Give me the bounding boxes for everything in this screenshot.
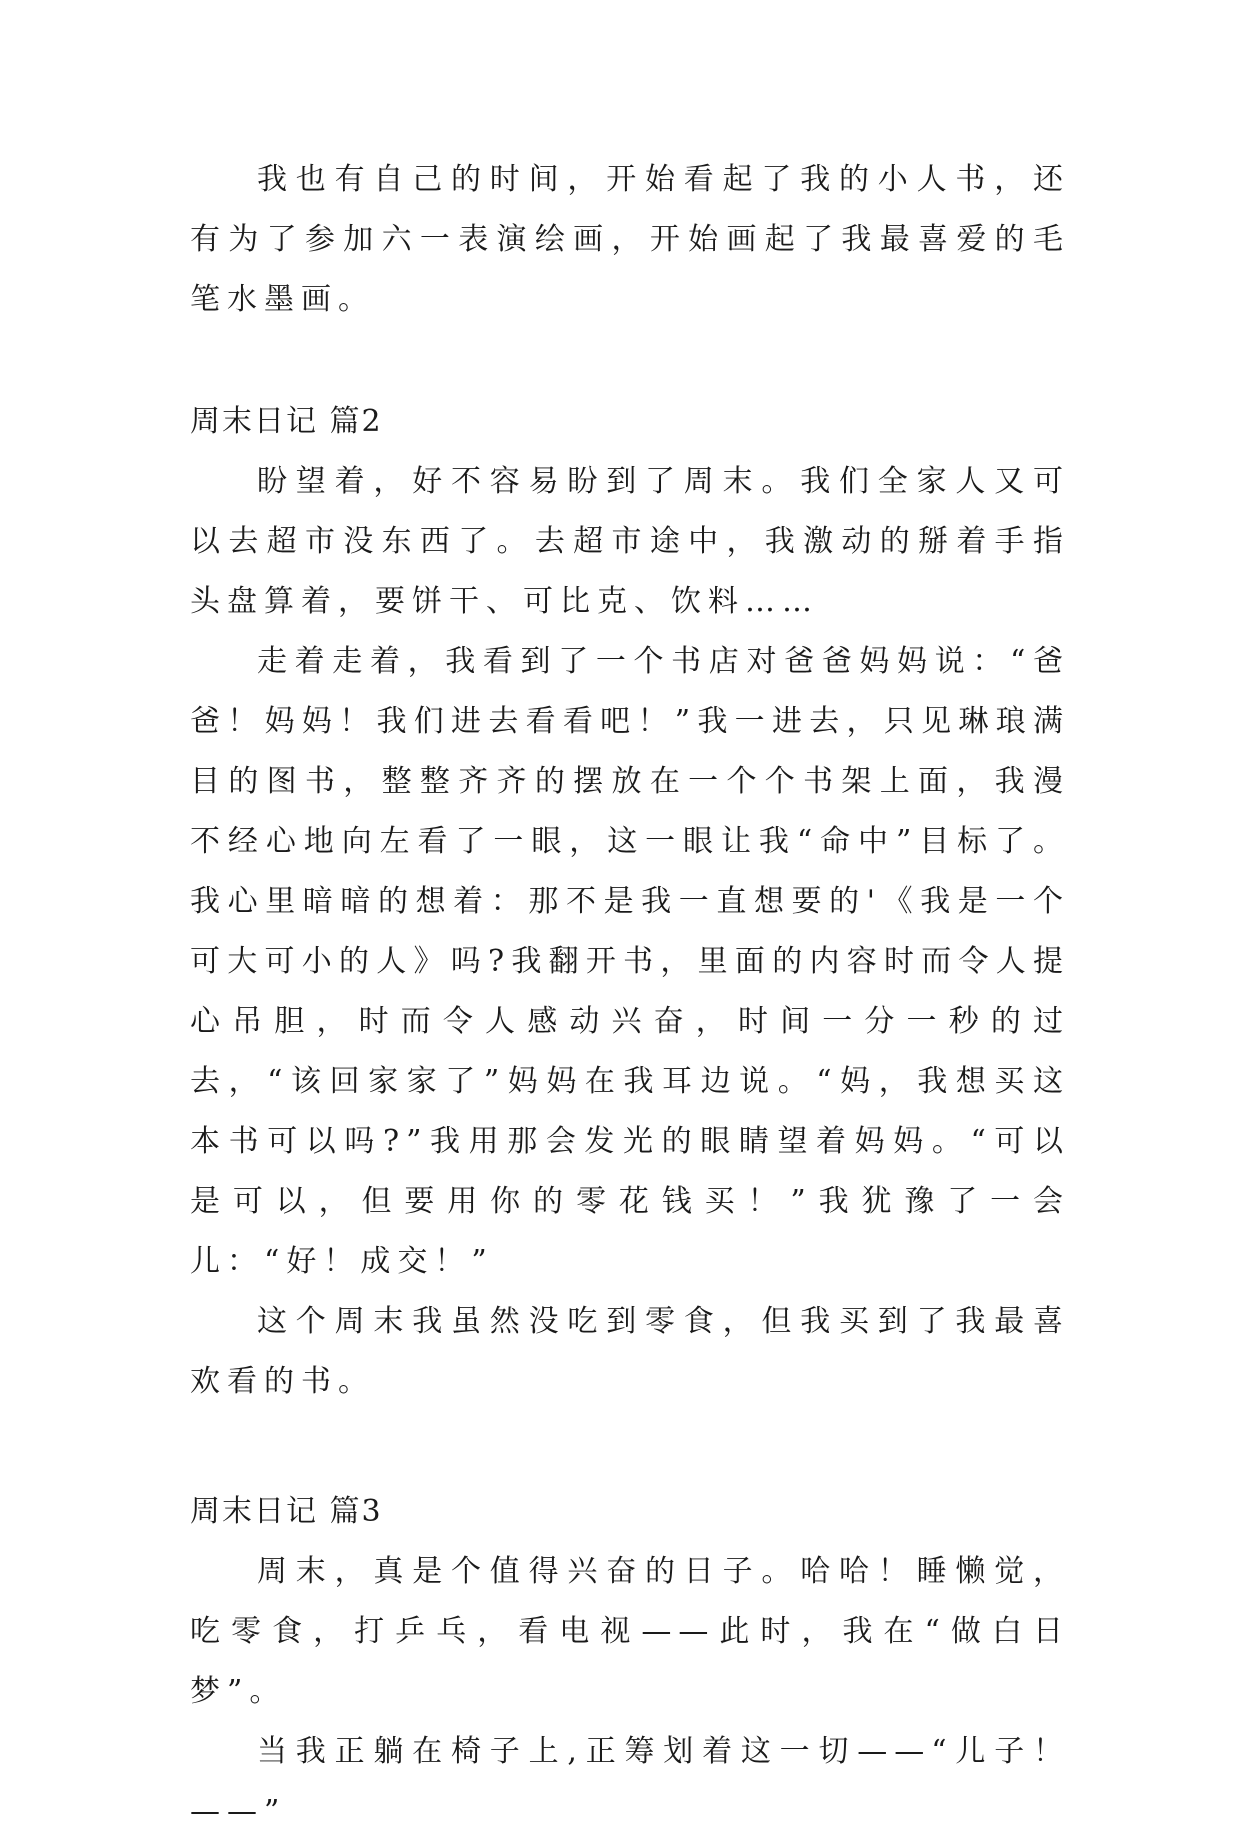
section-heading: 周末日记 篇3 — [190, 1494, 383, 1529]
paragraph: 我也有自己的时间，开始看起了我的小人书，还有为了参加六一表演绘画，开始画起了我最喜爱的毛笔水墨画。 — [190, 162, 1070, 317]
paragraph: 周末，真是个值得兴奋的日子。哈哈！睡懒觉，吃零食，打乒乓，看电视——此时，我在“做白日梦”。 — [190, 1554, 1070, 1709]
paragraph: 盼望着，好不容易盼到了周末。我们全家人又可以去超市没东西了。去超市途中，我激动的掰着手指头盘算着，要饼干、可比克、饮料…… — [190, 464, 1070, 619]
paragraph: 走着走着，我看到了一个书店对爸爸妈妈说：“爸爸！妈妈！我们进去看看吧！”我一进去，只见琳琅满目的图书，整整齐齐的摆放在一个个书架上面，我漫不经心地向左看了一眼，这一眼让我“命中”目标了。我心里暗暗的想着：那不是我一直想要的'《我是一个可大可小的人》吗?我翻开书，里面的内容时而令人提心吊胆，时而令人感动兴奋，时间一分一秒的过去，“该回家家了”妈妈在我耳边说。“妈，我想买这本书可以吗?”我用那会发光的眼睛望着妈妈。“可以是可以，但要用你的零花钱买！”我犹豫了一会儿：“好！成交！” — [190, 644, 1070, 1279]
section-spacer — [190, 1412, 1070, 1482]
section-spacer — [190, 330, 1070, 392]
document-page — [190, 150, 1070, 1842]
section-heading: 周末日记 篇2 — [190, 404, 383, 439]
paragraph: 这个周末我虽然没吃到零食，但我买到了我最喜欢看的书。 — [190, 1304, 1070, 1399]
paragraph: 当我正躺在椅子上,正筹划着这一切——“儿子！——” — [190, 1734, 1070, 1829]
